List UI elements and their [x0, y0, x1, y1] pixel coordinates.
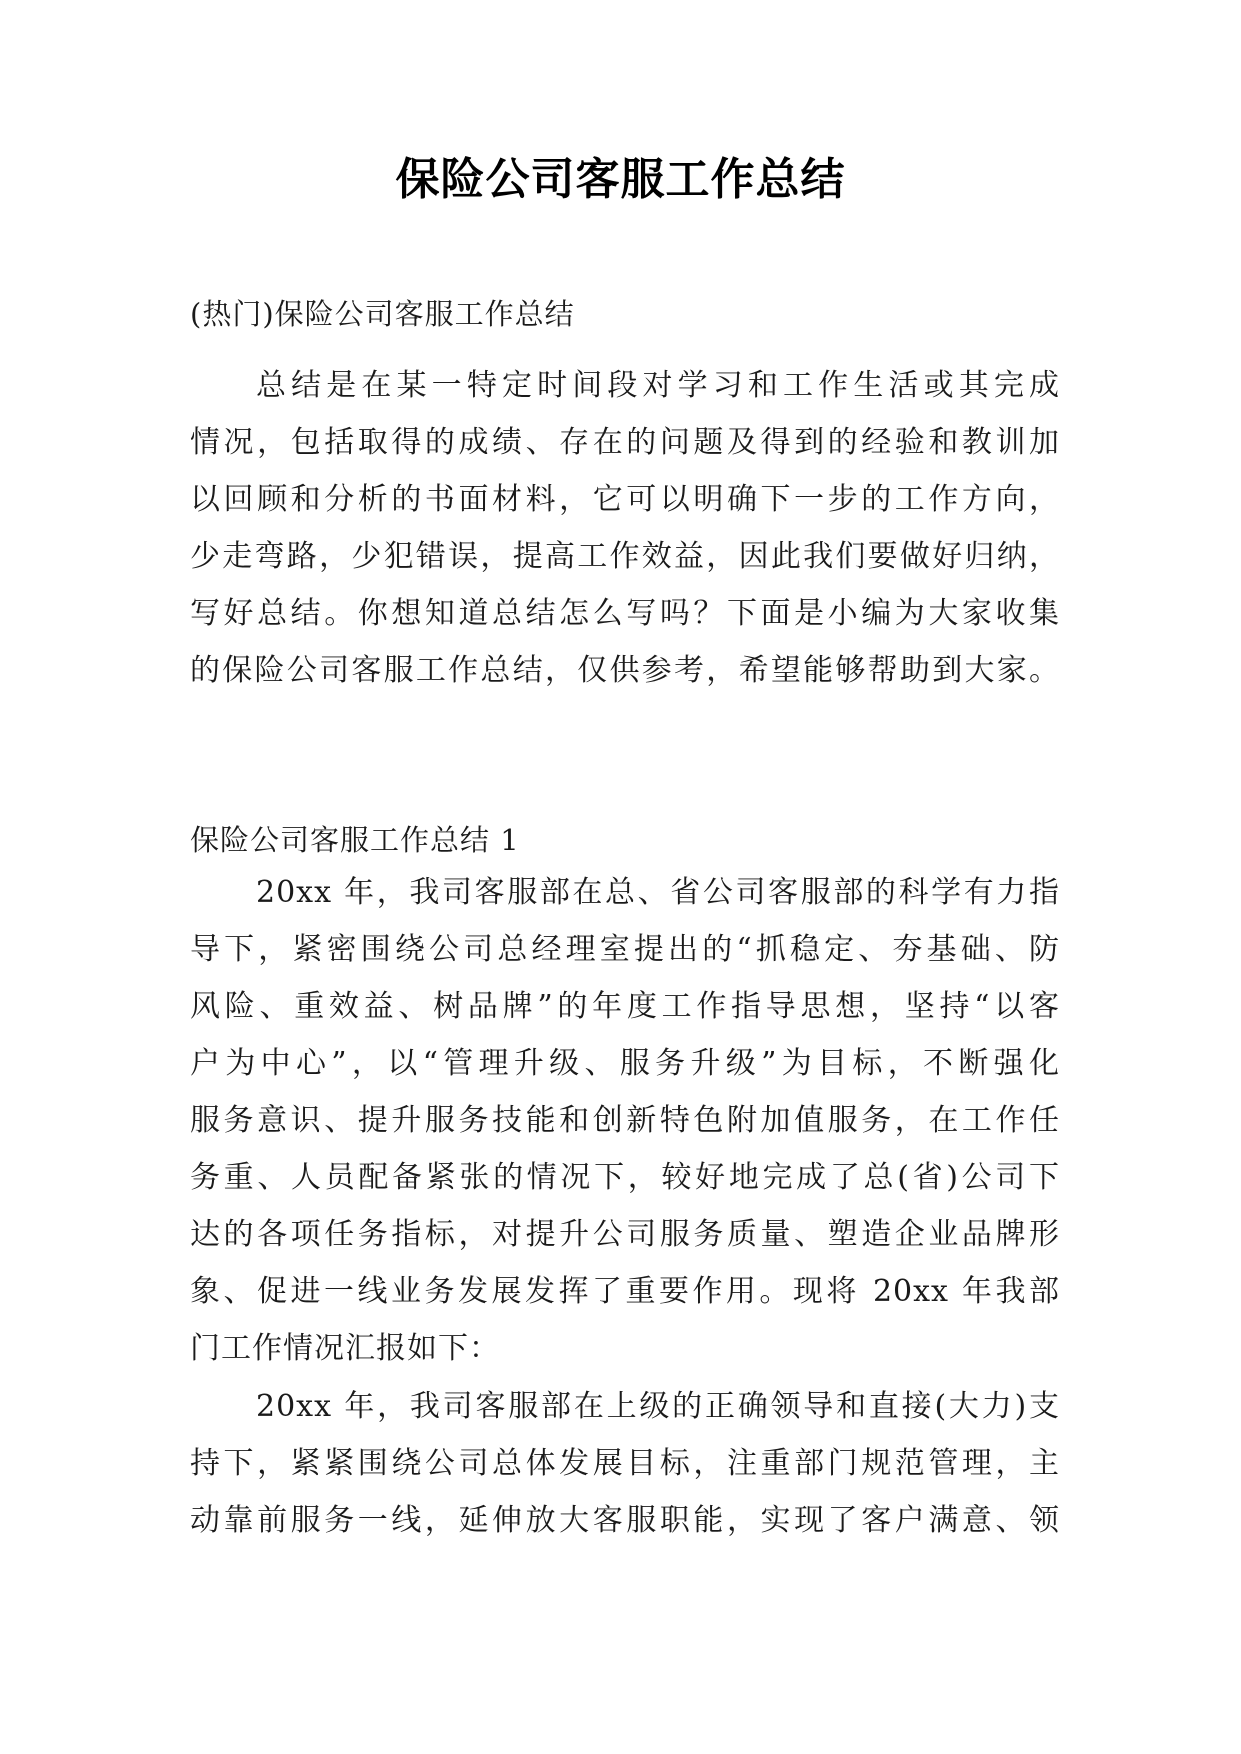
- paragraph-line: 服务意识、提升服务技能和创新特色附加值服务，在工作任: [190, 1103, 1060, 1138]
- paragraph-line: 20xx 年，我司客服部在上级的正确领导和直接(大力)支: [256, 1389, 1060, 1424]
- paragraph-line: 情况，包括取得的成绩、存在的问题及得到的经验和教训加: [190, 425, 1060, 460]
- paragraph-line: 务重、人员配备紧张的情况下，较好地完成了总(省)公司下: [190, 1160, 1060, 1195]
- paragraph-line: 动靠前服务一线，延伸放大客服职能，实现了客户满意、领: [190, 1503, 1060, 1538]
- section-paragraph-2: [190, 1378, 1060, 1549]
- paragraph-line: 总结是在某一特定时间段对学习和工作生活或其完成: [256, 368, 1060, 403]
- paragraph-line: 户为中心”，以“管理升级、服务升级”为目标，不断强化: [190, 1046, 1060, 1081]
- section-heading: 保险公司客服工作总结 1: [190, 823, 520, 857]
- paragraph-line: 象、促进一线业务发展发挥了重要作用。现将 20xx 年我部: [190, 1274, 1060, 1309]
- paragraph-line: 20xx 年，我司客服部在总、省公司客服部的科学有力指: [256, 875, 1060, 910]
- paragraph-line: 达的各项任务指标，对提升公司服务质量、塑造企业品牌形: [190, 1217, 1060, 1252]
- section-paragraph-1: [190, 864, 1060, 1377]
- paragraph-line: 写好总结。你想知道总结怎么写吗？下面是小编为大家收集: [190, 596, 1060, 631]
- paragraph-line: 导下，紧密围绕公司总经理室提出的“抓稳定、夯基础、防: [190, 932, 1060, 967]
- paragraph-line: 风险、重效益、树品牌”的年度工作指导思想，坚持“以客: [190, 989, 1060, 1024]
- paragraph-line: 的保险公司客服工作总结，仅供参考，希望能够帮助到大家。: [190, 653, 1060, 688]
- paragraph-line: 持下，紧紧围绕公司总体发展目标，注重部门规范管理，主: [190, 1446, 1060, 1481]
- document-subtitle: (热门)保险公司客服工作总结: [190, 297, 575, 331]
- paragraph-line: 少走弯路，少犯错误，提高工作效益，因此我们要做好归纳，: [190, 539, 1060, 574]
- paragraph-line: 以回顾和分析的书面材料，它可以明确下一步的工作方向，: [190, 482, 1060, 517]
- paragraph-line: 门工作情况汇报如下：: [190, 1331, 500, 1366]
- intro-paragraph: [190, 357, 1060, 699]
- document-title: 保险公司客服工作总结: [395, 154, 846, 205]
